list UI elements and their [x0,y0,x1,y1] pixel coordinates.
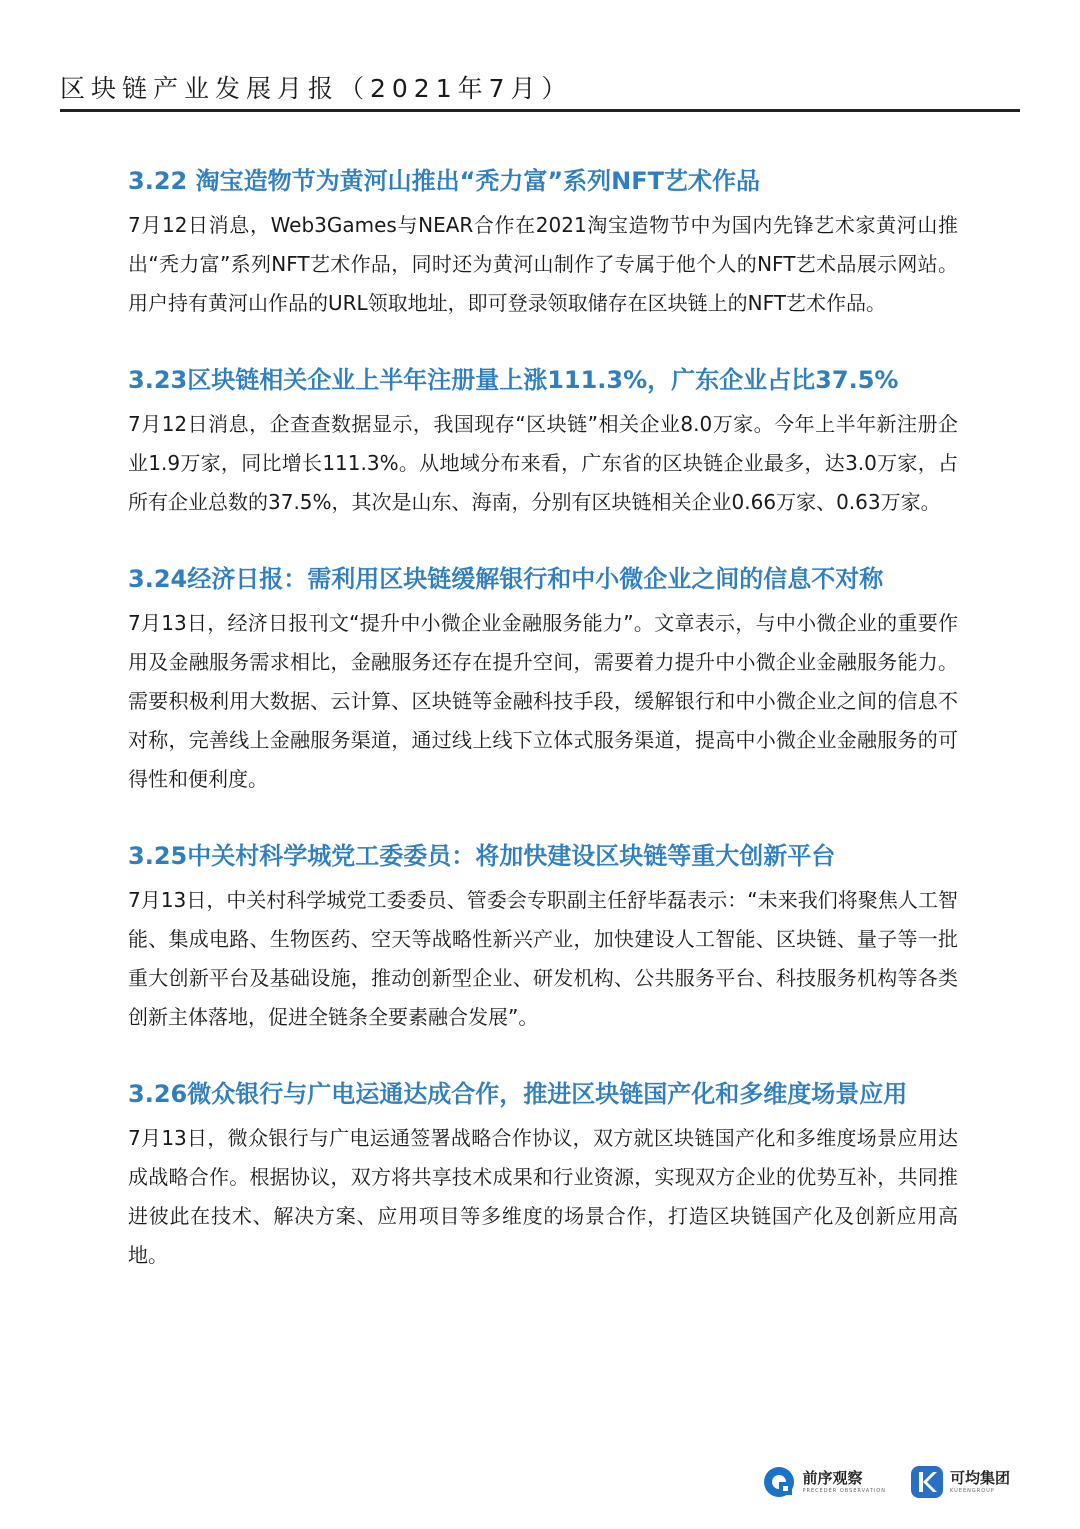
news-section [128,1071,958,1275]
preceder-logo-subtitle: PRECEDER OBSERVATION [802,1487,886,1494]
preceder-logo-icon [762,1465,796,1499]
section-heading: 3.26微众银行与广电运通达成合作，推进区块链国产化和多维度场景应用 [128,1080,908,1108]
kueen-logo-icon [910,1465,944,1499]
report-title: 区块链产业发展月报（2021年7月） [60,74,573,103]
article-content [128,158,958,1309]
news-section [128,556,958,799]
section-body: 7月13日，微众银行与广电运通签署战略合作协议，双方就区块链国产化和多维度场景应用达成战略合作。根据协议，双方将共享技术成果和行业资源，实现双方企业的优势互补，共同推进彼此在技术、解决方案、应用项目等多维度的场景合作，打造区块链国产化及创新应用高地。 [128,1126,958,1267]
preceder-logo [762,1465,886,1499]
section-body: 7月12日消息，企查查数据显示，我国现存“区块链”相关企业8.0万家。今年上半年新注册企业1.9万家，同比增长111.3%。从地域分布来看，广东省的区块链企业最多，达3.0万家，占所有企业总数的37.5%，其次是山东、海南，分别有区块链相关企业0.66万家、0.63万家。 [128,412,958,514]
news-section [128,833,958,1037]
section-heading: 3.23区块链相关企业上半年注册量上涨111.3%，广东企业占比37.5% [128,366,899,394]
section-body: 7月13日，中关村科学城党工委委员、管委会专职副主任舒毕磊表示：“未来我们将聚焦人工智能、集成电路、生物医药、空天等战略性新兴产业，加快建设人工智能、区块链、量子等一批重大创新平台及基础设施，推动创新型企业、研发机构、公共服务平台、科技服务机构等各类创新主体落地，促进全链条全要素融合发展”。 [128,888,958,1029]
kueen-logo-name: 可均集团 [949,1468,1010,1487]
section-body: 7月13日，经济日报刊文“提升中小微企业金融服务能力”。文章表示，与中小微企业的重要作用及金融服务需求相比，金融服务还存在提升空间，需要着力提升中小微企业金融服务能力。需要积极利用大数据、云计算、区块链等金融科技手段，缓解银行和中小微企业之间的信息不对称，完善线上金融服务渠道，通过线上线下立体式服务渠道，提高中小微企业金融服务的可得性和便利度。 [128,611,958,791]
news-section [128,158,958,323]
section-body: 7月12日消息，Web3Games与NEAR合作在2021淘宝造物节中为国内先锋艺术家黄河山推出“秃力富”系列NFT艺术作品，同时还为黄河山制作了专属于他个人的NFT艺术品展示网站。用户持有黄河山作品的URL领取地址，即可登录领取储存在区块链上的NFT艺术作品。 [128,213,958,315]
footer-logos [762,1465,1010,1499]
section-heading: 3.25中关村科学城党工委委员：将加快建设区块链等重大创新平台 [128,842,836,870]
preceder-logo-name: 前序观察 [802,1468,863,1487]
news-section [128,357,958,522]
page-header [60,70,1020,112]
section-heading: 3.22 淘宝造物节为黄河山推出“秃力富”系列NFT艺术作品 [128,167,760,195]
kueen-logo [910,1465,1010,1499]
kueen-logo-subtitle: KUEENGROUP [949,1487,995,1494]
section-heading: 3.24经济日报：需利用区块链缓解银行和中小微企业之间的信息不对称 [128,565,884,593]
